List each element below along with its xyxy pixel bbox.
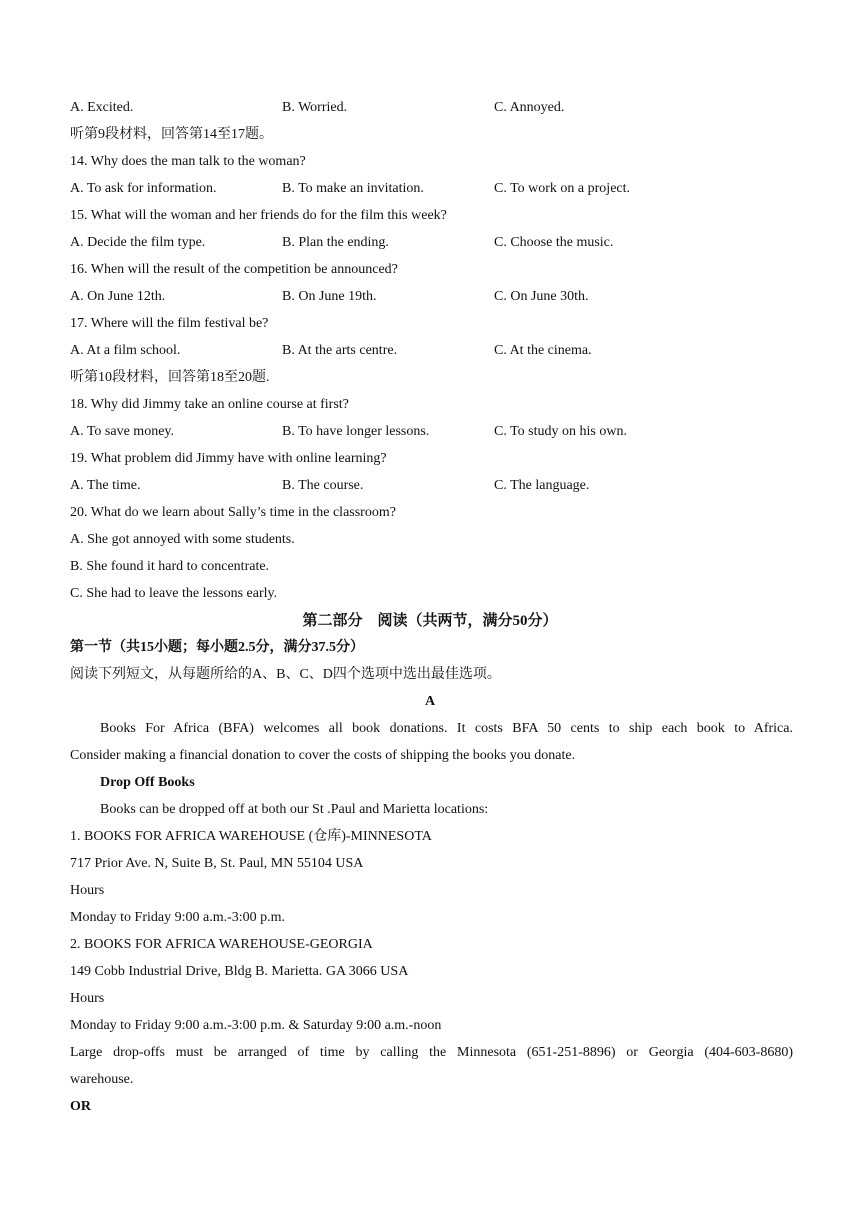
option-b: B. Plan the ending. [282, 235, 389, 250]
q18-options [0, 422, 860, 442]
question-20: 20. What do we learn about Sally’s time in the classroom? [70, 505, 396, 520]
q15-options [0, 233, 860, 253]
option-c: C. At the cinema. [494, 343, 592, 358]
location-1-name: 1. BOOKS FOR AFRICA WAREHOUSE (仓库)-MINNESOTA [70, 829, 432, 844]
part-two-title: 第二部分 阅读（共两节，满分50分） [302, 613, 558, 629]
option-b: B. At the arts centre. [282, 343, 398, 358]
question-17: 17. Where will the film festival be? [70, 316, 269, 331]
passage-label: A [424, 694, 436, 709]
instruction-section-9: 听第9段材料，回答第14至17题。 [70, 127, 273, 142]
location-1-address: 717 Prior Ave. N, Suite B, St. Paul, MN 55104 USA [70, 856, 364, 871]
location-2-hours: Monday to Friday 9:00 a.m.-3:00 p.m. & Saturday 9:00 a.m.-noon [70, 1018, 442, 1033]
q20-option-c: C. She had to leave the lessons early. [70, 586, 278, 601]
location-2-hours-label: Hours [70, 991, 105, 1006]
location-1-hours: Monday to Friday 9:00 a.m.-3:00 p.m. [70, 910, 286, 925]
q19-options [0, 476, 860, 496]
q14-options [0, 179, 860, 199]
paragraph-line: Books For Africa (BFA) welcomes all book donations. It costs BFA 50 cents to ship each book to Africa. [100, 721, 793, 736]
option-a: A. The time. [70, 478, 141, 493]
option-b: B. To make an invitation. [282, 181, 424, 196]
section-one-instructions: 阅读下列短文，从每题所给的A、B、C、D四个选项中选出最佳选项。 [70, 667, 501, 682]
option-b: B. The course. [282, 478, 364, 493]
or-label: OR [70, 1099, 91, 1114]
passage-intro-paragraph [70, 719, 793, 766]
option-a: A. At a film school. [70, 343, 181, 358]
question-14: 14. Why does the man talk to the woman? [70, 154, 306, 169]
option-b: B. Worried. [282, 100, 348, 115]
location-2-address: 149 Cobb Industrial Drive, Bldg B. Marietta. GA 3066 USA [70, 964, 409, 979]
option-c: C. To study on his own. [494, 424, 627, 439]
paragraph-line: Large drop-offs must be arranged of time by calling the Minnesota (651-251-8896) or Georgia (404-603-8680) [70, 1045, 793, 1060]
q13-options [0, 98, 860, 118]
question-19: 19. What problem did Jimmy have with online learning? [70, 451, 387, 466]
q20-option-a: A. She got annoyed with some students. [70, 532, 295, 547]
q16-options [0, 287, 860, 307]
option-b: B. To have longer lessons. [282, 424, 430, 439]
drop-off-heading: Drop Off Books [100, 775, 195, 790]
question-18: 18. Why did Jimmy take an online course at first? [70, 397, 349, 412]
option-a: A. Decide the film type. [70, 235, 206, 250]
paragraph-line: Consider making a financial donation to cover the costs of shipping the books you donate. [70, 748, 576, 763]
option-c: C. Annoyed. [494, 100, 565, 115]
paragraph-line: warehouse. [70, 1072, 134, 1087]
option-c: C. The language. [494, 478, 590, 493]
drop-off-intro: Books can be dropped off at both our St .Paul and Marietta locations: [100, 802, 489, 817]
location-2-name: 2. BOOKS FOR AFRICA WAREHOUSE-GEORGIA [70, 937, 373, 952]
option-a: A. Excited. [70, 100, 134, 115]
instruction-section-10: 听第10段材料，回答第18至20题. [70, 370, 270, 385]
q20-option-b: B. She found it hard to concentrate. [70, 559, 270, 574]
option-b: B. On June 19th. [282, 289, 377, 304]
option-c: C. To work on a project. [494, 181, 631, 196]
q17-options [0, 341, 860, 361]
large-dropoff-paragraph [70, 1043, 793, 1090]
option-a: A. On June 12th. [70, 289, 166, 304]
section-one-title: 第一节（共15小题；每小题2.5分，满分37.5分） [70, 640, 364, 655]
question-16: 16. When will the result of the competition be announced? [70, 262, 398, 277]
question-15: 15. What will the woman and her friends do for the film this week? [70, 208, 447, 223]
option-c: C. On June 30th. [494, 289, 589, 304]
option-a: A. To ask for information. [70, 181, 217, 196]
option-c: C. Choose the music. [494, 235, 614, 250]
option-a: A. To save money. [70, 424, 175, 439]
location-1-hours-label: Hours [70, 883, 105, 898]
